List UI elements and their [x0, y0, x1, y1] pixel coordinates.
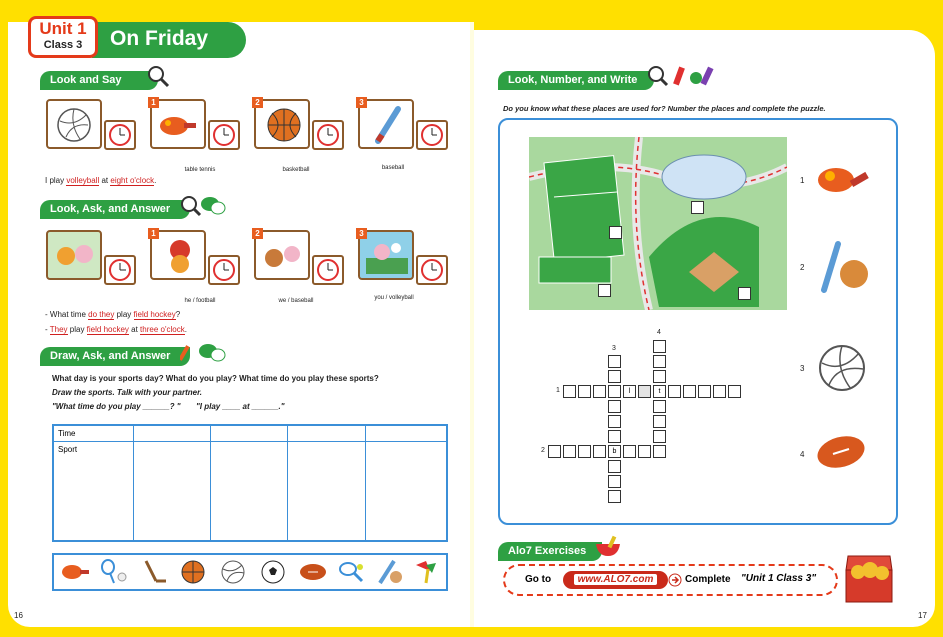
volleyball-icon: [218, 559, 248, 585]
row-label-time: Time: [53, 425, 133, 442]
clock-card: [208, 255, 240, 285]
caption: basketball: [282, 167, 310, 173]
alarm-clock-icon: [418, 122, 446, 148]
answer-text: eight o'clock: [110, 176, 155, 185]
map-illustration: [529, 137, 787, 310]
question-sentence: - What time do they play field hockey?: [45, 310, 181, 319]
volleyball-icon: [56, 107, 92, 143]
task-label: "Unit 1 Class 3": [741, 573, 817, 584]
field-hockey-icon: [412, 559, 442, 585]
baseball-icon: [374, 559, 404, 585]
clock-card: [416, 255, 448, 285]
alarm-clock-icon: [210, 122, 238, 148]
crossword-cell[interactable]: [608, 490, 621, 503]
crossword-cell[interactable]: [698, 385, 711, 398]
unit-title: Unit 1: [39, 19, 87, 38]
football-icon: [815, 432, 867, 472]
crossword-cell[interactable]: [578, 445, 591, 458]
volleyball-icon: [817, 343, 867, 393]
table-tennis-icon: [814, 158, 872, 198]
alarm-clock-icon: [106, 257, 134, 283]
crossword-cell[interactable]: t: [653, 385, 666, 398]
number-badge: 3: [356, 228, 367, 239]
table-cell[interactable]: [288, 425, 365, 442]
look-and-say-sentence: I play volleyball at eight o'clock.: [45, 176, 157, 185]
hockey-stick-icon: [138, 559, 168, 585]
crossword-cell[interactable]: [653, 445, 666, 458]
sports-table: [52, 424, 448, 542]
crossword-cell[interactable]: [563, 445, 576, 458]
table-cell[interactable]: [365, 425, 447, 442]
crossword-cell[interactable]: b: [608, 445, 621, 458]
table-cell[interactable]: [210, 442, 287, 542]
crossword-cell[interactable]: [608, 385, 621, 398]
draw-ask-answer-banner: Draw, Ask, and Answer: [40, 347, 190, 366]
crossword-cell[interactable]: [593, 385, 606, 398]
caption: baseball: [381, 165, 405, 171]
map-number-box[interactable]: [598, 284, 611, 297]
look-and-say-title: Look and Say: [50, 74, 122, 86]
crossword-cell[interactable]: [668, 385, 681, 398]
crossword-cell[interactable]: [608, 460, 621, 473]
baseball-bat-icon: [372, 105, 404, 145]
badminton-icon: [98, 559, 128, 585]
crossword-cell[interactable]: [653, 340, 666, 353]
alarm-clock-icon: [314, 122, 342, 148]
arrow-right-icon: [668, 573, 682, 587]
crossword-cell[interactable]: [548, 445, 561, 458]
pencil-speech-icon: [180, 341, 226, 365]
table-cell[interactable]: [133, 442, 210, 542]
speech-bubbles-icon: [180, 194, 226, 218]
clock-card: [104, 255, 136, 285]
map-number-box[interactable]: [691, 201, 704, 214]
lesson-banner: [92, 22, 246, 58]
clock-card: [104, 120, 136, 150]
instruction-text: Do you know what these places are used for? Number the places and complete the puzzle.: [503, 104, 826, 113]
crossword-cell[interactable]: [563, 385, 576, 398]
alo7-banner: Alo7 Exercises: [498, 542, 602, 561]
number-badge: 1: [148, 97, 159, 108]
treasure-chest-icon: [838, 548, 900, 608]
dialog-answer: "I play ____ at ______.": [196, 402, 285, 411]
crossword-cell[interactable]: [608, 475, 621, 488]
table-tennis-icon: [60, 559, 90, 585]
crossword-cell[interactable]: [638, 445, 651, 458]
crossword-cell[interactable]: [653, 370, 666, 383]
alarm-clock-icon: [210, 257, 238, 283]
crossword-cell[interactable]: [713, 385, 726, 398]
number-badge: 1: [148, 228, 159, 239]
page-number-left: 16: [14, 611, 23, 620]
crossword-cell[interactable]: [593, 445, 606, 458]
crossword-cell[interactable]: [638, 385, 651, 398]
bowl-icon: [592, 534, 624, 558]
clue-number: 3: [612, 345, 616, 352]
number-badge: 2: [252, 97, 263, 108]
item-number: 3: [800, 364, 805, 373]
animals-icon: [54, 240, 96, 272]
clue-number: 4: [657, 329, 661, 336]
soccer-ball-icon: [258, 559, 288, 585]
sports-venue-map: [529, 137, 787, 310]
football-player-icon: [160, 236, 200, 276]
animals-icon: [262, 240, 304, 272]
answer-sentence: - They play field hockey at three o'clock.: [45, 325, 187, 334]
crossword-cell[interactable]: [608, 430, 621, 443]
table-cell[interactable]: [133, 425, 210, 442]
lesson-title: On Friday: [110, 27, 209, 50]
look-and-say-banner: [40, 71, 158, 90]
number-badge: 2: [252, 228, 263, 239]
table-cell[interactable]: [288, 442, 365, 542]
caption: you / volleyball: [374, 295, 414, 301]
dialog-question: "What time do you play ______? ": [52, 402, 181, 411]
draw-question: What day is your sports day? What do you play? What time do you play these sports?: [52, 374, 379, 383]
crossword-cell[interactable]: [608, 355, 621, 368]
magnifier-icon: [146, 64, 170, 88]
clock-card: [312, 120, 344, 150]
animals-icon: [366, 238, 408, 274]
caption: he / football: [184, 298, 216, 304]
unit-badge: [28, 16, 98, 58]
crossword-cell[interactable]: [653, 430, 666, 443]
alo7-instruction-bar: [503, 564, 838, 596]
crossword-cell[interactable]: [608, 370, 621, 383]
crossword-cell[interactable]: [608, 400, 621, 413]
clock-card: [208, 120, 240, 150]
magnifier-pencil-icon: [646, 64, 718, 88]
item-number: 4: [800, 450, 805, 459]
number-badge: 3: [356, 97, 367, 108]
crossword-cell[interactable]: [653, 355, 666, 368]
alarm-clock-icon: [314, 257, 342, 283]
crossword-cell[interactable]: [578, 385, 591, 398]
crossword-cell[interactable]: [728, 385, 741, 398]
clock-card: [416, 120, 448, 150]
class-title: Class 3: [43, 39, 83, 51]
clue-number: 1: [556, 387, 560, 394]
crossword-cell[interactable]: [608, 415, 621, 428]
basketball-icon: [178, 559, 208, 585]
crossword-cell[interactable]: l: [623, 385, 636, 398]
table-cell[interactable]: [210, 425, 287, 442]
crossword-cell[interactable]: [653, 415, 666, 428]
card-volleyball: [46, 99, 102, 149]
crossword-cell[interactable]: [653, 400, 666, 413]
crossword-cell[interactable]: [623, 445, 636, 458]
look-number-write-banner: Look, Number, and Write: [498, 71, 654, 90]
tennis-racket-icon: [336, 559, 366, 585]
card-scene: [46, 230, 102, 280]
caption: we / baseball: [278, 298, 314, 304]
item-number: 1: [800, 176, 805, 185]
draw-instruction: Draw the sports. Talk with your partner.: [52, 388, 202, 397]
baseball-icon: [814, 238, 872, 296]
alo7-link[interactable]: www.ALO7.com: [563, 571, 668, 589]
map-number-box[interactable]: [738, 287, 751, 300]
crossword-cell[interactable]: [683, 385, 696, 398]
map-number-box[interactable]: [609, 226, 622, 239]
goto-label: Go to: [525, 574, 552, 585]
sports-icon-strip: [52, 553, 448, 591]
look-ask-answer-banner: Look, Ask, and Answer: [40, 200, 190, 219]
caption: table tennis: [184, 167, 216, 173]
table-cell[interactable]: [365, 442, 447, 542]
alarm-clock-icon: [106, 122, 134, 148]
basketball-icon: [266, 107, 302, 143]
answer-text: volleyball: [66, 176, 100, 185]
football-icon: [298, 559, 328, 585]
row-label-sport: Sport: [53, 442, 133, 542]
item-number: 2: [800, 263, 805, 272]
page-number-right: 17: [918, 611, 927, 620]
table-tennis-icon: [158, 111, 198, 141]
clock-card: [312, 255, 344, 285]
alarm-clock-icon: [418, 257, 446, 283]
complete-label: Complete: [685, 574, 731, 585]
clue-number: 2: [541, 447, 545, 454]
